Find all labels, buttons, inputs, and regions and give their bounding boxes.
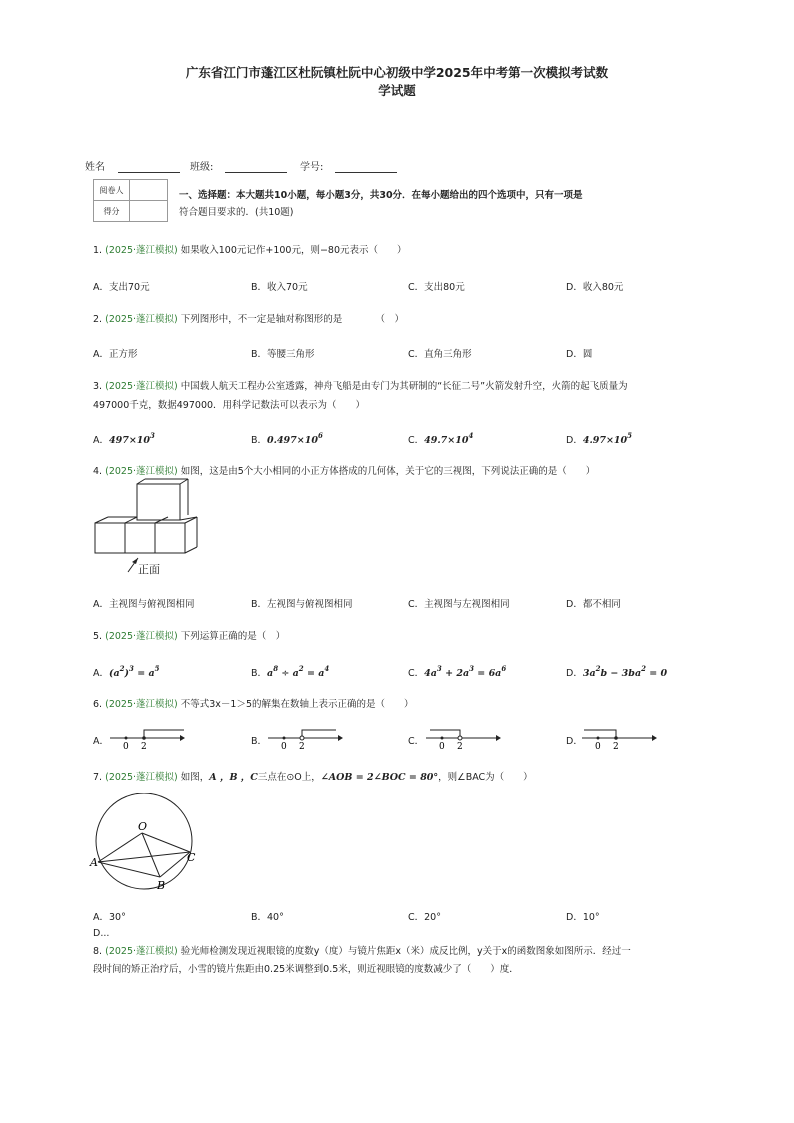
source-tag: (2025·蓬江模拟) (105, 699, 178, 710)
question-text: 不等式3x－1＞5的解集在数轴上表示正确的是（ ） (180, 699, 414, 710)
tick-2: 2 (613, 742, 619, 752)
cubes-figure (90, 478, 200, 580)
reviewer-label: 阅卷人 (94, 180, 130, 201)
q6-option-c[interactable]: C． (408, 736, 425, 747)
q6-numberline-a (108, 726, 186, 752)
q6-option-d[interactable]: D． (566, 736, 583, 747)
front-label: 正面 (138, 563, 160, 576)
tick-0: 0 (281, 742, 287, 752)
q2-option-b[interactable]: B．等腰三角形 (251, 349, 315, 360)
q7-option-c[interactable]: C．20° (408, 912, 441, 923)
question-text: 中国载人航天工程办公室透露，神舟飞船是由专门为其研制的“长征二号”火箭发射升空，火箭的起飞质量为 (180, 381, 628, 392)
q1-option-b[interactable]: B．收入70元 (251, 282, 308, 293)
option-exponent: 4 (468, 431, 474, 440)
q2-option-c[interactable]: C．直角三角形 (408, 349, 472, 360)
question-text: 如图，这是由5个大小相同的小正方体搭成的几何体，关于它的三视图，下列说法正确的是（ ） (180, 466, 596, 477)
q2-option-a[interactable]: A．正方形 (93, 349, 138, 360)
q7-option-b[interactable]: B．40° (251, 912, 284, 923)
option-letter: D． (566, 435, 583, 446)
section-heading-line2: 符合题目要求的．(共10题) (179, 207, 294, 218)
source-tag: (2025·蓬江模拟) (105, 946, 178, 957)
q2-option-d[interactable]: D．圆 (566, 349, 593, 360)
question-text: 如图， (180, 772, 210, 783)
question-3-line2: 497000千克，数据497000．用科学记数法可以表示为（ ） (93, 400, 366, 411)
q5-option-d[interactable] (566, 664, 667, 679)
option-math: $4a^3 + 2a^3 = 6a^6$ (424, 664, 507, 679)
option-letter: C． (408, 435, 425, 446)
question-8 (93, 943, 631, 960)
points-abc: A ，B ，C (209, 772, 258, 783)
q1-option-c[interactable]: C．支出80元 (408, 282, 465, 293)
q4-option-c[interactable]: C．主视图与左视图相同 (408, 599, 510, 610)
question-text: 验光师检测发现近视眼镜的度数y（度）与镜片焦距x（米）成反比例，y关于x的函数图象如图所示．经过一 (180, 946, 631, 957)
q3-option-a[interactable] (93, 431, 155, 446)
q6-option-b[interactable]: B． (251, 736, 268, 747)
page-title-line2: 学试题 (378, 83, 416, 98)
question-8-line2: 段时间的矫正治疗后，小雪的镜片焦距由0.25米调整到0.5米，则近视眼镜的度数减少了（ ）度． (93, 964, 519, 975)
option-exponent: 5 (627, 431, 633, 440)
question-number: 6. (93, 699, 103, 710)
option-letter: B． (251, 668, 268, 679)
question-number: 5. (93, 631, 103, 642)
label-o: O (138, 820, 148, 833)
id-blank (335, 172, 397, 173)
q6-option-a[interactable]: A． (93, 736, 109, 747)
q3-option-d[interactable] (566, 431, 632, 446)
class-blank (225, 172, 287, 173)
q7-option-d[interactable]: D．10° (566, 912, 600, 923)
name-label: 姓名 (85, 162, 105, 173)
source-tag: (2025·蓬江模拟) (105, 381, 178, 392)
question-7 (93, 769, 533, 786)
q5-option-c[interactable] (408, 664, 506, 679)
question-number: 4. (93, 466, 103, 477)
q4-option-b[interactable]: B．左视图与俯视图相同 (251, 599, 353, 610)
option-letter: A． (93, 435, 109, 446)
question-text: 如果收入100元记作+100元，则−80元表示（ ） (180, 245, 407, 256)
question-text: 三点在⊙O上， (257, 772, 321, 783)
option-math: 0.497×10 (267, 435, 318, 446)
question-1 (93, 242, 407, 259)
q6-numberline-c (424, 726, 502, 752)
question-number: 3. (93, 381, 103, 392)
q7-option-a[interactable]: A．30° (93, 912, 126, 923)
name-field (85, 158, 180, 173)
circle-figure (88, 793, 203, 893)
question-number: 8. (93, 946, 103, 957)
label-a: A (90, 856, 98, 869)
question-3 (93, 378, 628, 395)
id-label: 学号: (300, 162, 324, 173)
question-number: 2. (93, 314, 103, 325)
name-blank (118, 172, 180, 173)
angle-equation: ∠AOB = 2∠BOC = 80° (320, 772, 439, 783)
q5-option-a[interactable] (93, 664, 160, 679)
label-c: C (187, 851, 196, 864)
option-letter: C． (408, 668, 425, 679)
source-tag: (2025·蓬江模拟) (105, 245, 178, 256)
question-5 (93, 628, 285, 645)
top-cube (137, 484, 180, 520)
id-field (300, 158, 397, 173)
tick-2: 2 (299, 742, 305, 752)
option-math: $(a^2)^3 = a^5$ (109, 664, 160, 679)
question-number: 7. (93, 772, 103, 783)
tick-0: 0 (439, 742, 445, 752)
q7-extra: D... (93, 928, 110, 939)
option-exponent: 3 (150, 431, 155, 440)
option-math: 497×10 (109, 435, 151, 446)
option-exponent: 6 (317, 431, 323, 440)
source-tag: (2025·蓬江模拟) (105, 466, 178, 477)
option-math: 4.97×10 (582, 435, 628, 446)
q3-option-b[interactable] (251, 431, 323, 446)
label-b: B (157, 879, 166, 892)
option-math: 49.7×10 (424, 435, 469, 446)
tick-0: 0 (123, 742, 129, 752)
q1-option-a[interactable]: A．支出70元 (93, 282, 150, 293)
q4-option-d[interactable]: D．都不相同 (566, 599, 621, 610)
page-title-line1: 广东省江门市蓬江区杜阮镇杜阮中心初级中学2025年中考第一次模拟考试数 (185, 65, 609, 80)
option-math: $3a^2b - 3ba^2 = 0$ (582, 664, 668, 679)
question-2 (93, 311, 404, 328)
class-field (190, 158, 287, 173)
question-6 (93, 696, 414, 713)
q4-option-a[interactable]: A．主视图与俯视图相同 (93, 599, 195, 610)
score-box (93, 179, 168, 222)
tick-2: 2 (141, 742, 147, 752)
question-text: ，则∠BAC为（ ） (438, 772, 533, 783)
score-label: 得分 (94, 201, 130, 222)
option-letter: B． (251, 435, 268, 446)
source-tag: (2025·蓬江模拟) (105, 631, 178, 642)
option-math: $a^8 \div a^2 = a^4$ (267, 664, 330, 679)
reviewer-cell (130, 180, 168, 201)
q5-option-b[interactable] (251, 664, 329, 679)
q6-numberline-b (266, 726, 344, 752)
section-heading-line1: 一、选择题：本大题共10小题，每小题3分，共30分．在每小题给出的四个选项中，只有一项是 (179, 190, 583, 201)
tick-0: 0 (595, 742, 601, 752)
class-label: 班级: (190, 162, 214, 173)
source-tag: (2025·蓬江模拟) (105, 772, 178, 783)
question-number: 1. (93, 245, 103, 256)
score-cell (130, 201, 168, 222)
option-letter: D． (566, 668, 583, 679)
tick-2: 2 (457, 742, 463, 752)
source-tag: (2025·蓬江模拟) (105, 314, 178, 325)
question-text: 下列运算正确的是（ ） (180, 631, 286, 642)
option-letter: A． (93, 668, 109, 679)
circle-o (96, 793, 192, 889)
q6-numberline-d (580, 726, 658, 752)
q1-option-d[interactable]: D．收入80元 (566, 282, 624, 293)
question-text: 下列图形中，不一定是轴对称图形的是 （ ） (180, 314, 405, 325)
q3-option-c[interactable] (408, 431, 473, 446)
